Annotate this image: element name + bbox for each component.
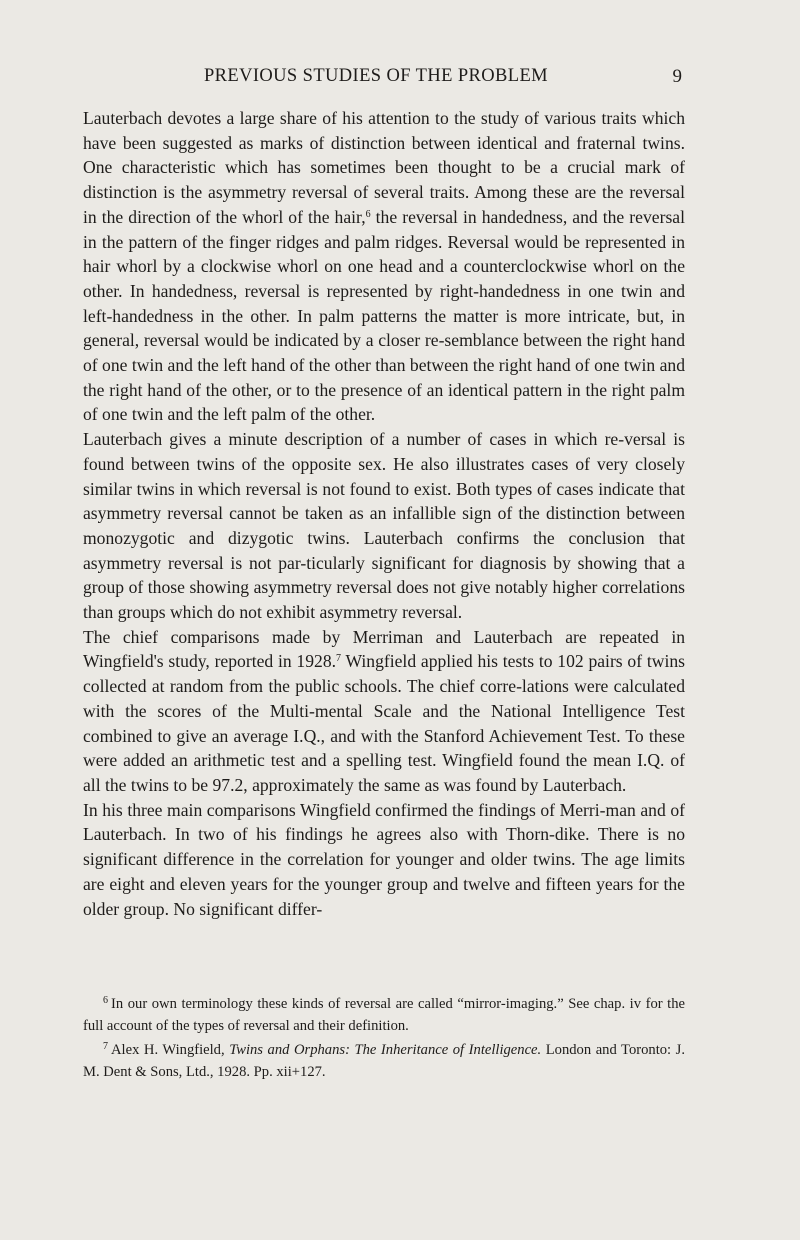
paragraph-4: In his three main comparisons Wingfield confirmed the findings of Merri-man and of Lauterbach. In two of his findings he agrees also with Thorn-dike. There is no significant difference in the correlation for younger and older twins. The age limits are eight and eleven years for the younger group and twelve and fifteen years for the older group. No significant differ- bbox=[83, 799, 685, 919]
footnote-number: 7 bbox=[103, 1041, 108, 1052]
footnote-publication: London and Toronto: J. M. Dent & Sons, Ltd., 1928. Pp. xii+127. bbox=[83, 1042, 685, 1080]
footnote-book-title: Twins and Orphans: The Inheritance of Intelligence. bbox=[229, 1042, 542, 1058]
body-text bbox=[83, 106, 685, 921]
footnote-text: In our own terminology these kinds of reversal are called “mirror-imaging.” See chap. iv for the full account of the types of reversal and their definition. bbox=[83, 996, 685, 1034]
footnote-6 bbox=[83, 994, 685, 1037]
footnote-ref-7[interactable]: 7 bbox=[336, 653, 342, 665]
paragraph-1: Lauterbach devotes a large share of his attention to the study of various traits which have been suggested as marks of distinction between identical and fraternal twins. One characteristic which has sometimes been thought to be a crucial mark of distinction is the asymmetry reversal of several traits. Among these are the reversal in the direction of the whorl of the hair,$^6$ the reversal in handedness, and the reversal in the pattern of the finger ridges and palm ridges. Reversal would be represented in hair whorl by a clockwise whorl on one head and a counterclockwise whorl on the other. In handedness, reversal is represented by right-handedness in one twin and left-handedness in the other. In palm patterns the matter is more intricate, but, in general, reversal would be indicated by a closer re-semblance between the right hand of one twin and the left hand of the other than between the right hand of one twin and the right hand of the other, or to the presence of an identical pattern in the right palm of one twin and the left palm of the other. bbox=[83, 108, 685, 425]
paragraph-2: Lauterbach gives a minute description of a number of cases in which re-versal is found between twins of the opposite sex. He also illustrates cases of very closely similar twins in which reversal is not found to exist. Both types of cases indicate that asymmetry reversal cannot be taken as an infallible sign of the distinction between monozygotic and dizygotic twins. Lauterbach confirms the conclusion that asymmetry reversal is not par-ticularly significant for diagnosis by showing that a group of those showing asymmetry reversal does not give notably higher correlations than groups which do not exhibit asymmetry reversal. bbox=[83, 429, 685, 623]
running-title: PREVIOUS STUDIES OF THE PROBLEM bbox=[203, 66, 549, 86]
footnotes bbox=[83, 994, 685, 1086]
footnote-author: Alex H. Wingfield, bbox=[111, 1042, 230, 1058]
footnote-ref-6[interactable]: 6 bbox=[365, 208, 371, 220]
running-head bbox=[70, 66, 682, 90]
page-number: 9 bbox=[672, 66, 682, 87]
paragraph-3: The chief comparisons made by Merriman and Lauterbach are repeated in Wingfield's study, reported in 1928.$^7$ Wingfield applied his tests to 102 pairs of twins collected at random from the public schools. The chief corre-lations were calculated with the scores of the Multi-mental Scale and the National Intelligence Test combined to give an average I.Q., and with the Stanford Achievement Test. To these were added an arithmetic test and a spelling test. Wingfield found the mean I.Q. of all the twins to be 97.2, approximately the same as was found by Lauterbach. bbox=[83, 626, 685, 795]
footnote-number: 6 bbox=[103, 995, 108, 1006]
footnote-7 bbox=[83, 1040, 685, 1083]
